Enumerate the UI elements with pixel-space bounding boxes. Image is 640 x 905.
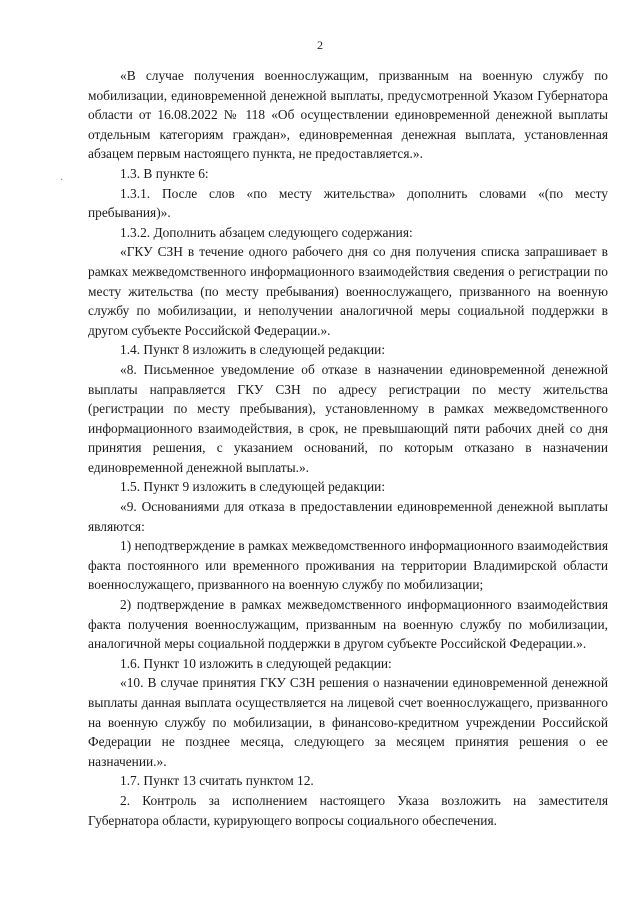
paragraph: «9. Основаниями для отказа в предоставлении единовременной денежной выплаты являются:: [88, 499, 608, 534]
paragraph: «ГКУ СЗН в течение одного рабочего дня со дня получения списка запрашивает в рамках межведомственного информационного взаимодействия сведения о регистрации по месту жительства (по месту пребывания) военнослужащего, призванного на военную службу по мобилизации, и неполучении аналогичной меры социальной поддержки в другом субъекте Российской Федерации.».: [88, 244, 608, 338]
paragraph: 1.3.2. Дополнить абзацем следующего содержания:: [120, 224, 413, 240]
document-body: [88, 66, 608, 830]
paragraph: 1.7. Пункт 13 считать пунктом 12.: [120, 773, 314, 789]
scan-mark: ·: [60, 175, 64, 186]
paragraph: 1.3. В пункте 6:: [120, 165, 209, 181]
paragraph: 2. Контроль за исполнением настоящего Указа возложить на заместителя Губернатора области, курирующего вопросы социального обеспечения.: [88, 792, 608, 828]
paragraph: «В случае получения военнослужащим, призванным на военную службу по мобилизации, единовременной денежной выплаты, предусмотренной Указом Губернатора области от 16.08.2022 № 118 «Об осуществлении единовременной денежной выплаты отдельным категориям граждан», единовременная денежная выплата, установленная абзацем первым настоящего пункта, не предоставляется.».: [88, 68, 608, 162]
paragraph: 1.3.1. После слов «по месту жительства» дополнить словами «(по месту пребывания)».: [88, 185, 608, 221]
page-number: 2: [317, 38, 323, 52]
paragraph: 1.5. Пункт 9 изложить в следующей редакции:: [120, 479, 386, 495]
paragraph: 1.4. Пункт 8 изложить в следующей редакции:: [120, 342, 386, 358]
paragraph: 1) неподтверждение в рамках межведомственного информационного взаимодействия факта постоянного или временного проживания на территории Владимирской области военнослужащего, призванного на военную службу по мобилизации;: [88, 538, 608, 593]
paragraph: «10. В случае принятия ГКУ СЗН решения о назначении единовременной денежной выплаты данная выплата осуществляется на лицевой счет военнослужащего, призванного на военную службу по мобилизации, в финансово-кредитном учреждении Российской Федерации не позднее месяца, следующего за месяцем принятия решения о ее назначении.».: [88, 675, 608, 769]
paragraph: 1.6. Пункт 10 изложить в следующей редакции:: [120, 655, 392, 671]
paragraph: 2) подтверждение в рамках межведомственного информационного взаимодействия факта получения военнослужащим, призванным на военную службу по мобилизации, аналогичной меры социальной поддержки в другом субъекте Российской Федерации.».: [88, 597, 608, 652]
paragraph: «8. Письменное уведомление об отказе в назначении единовременной денежной выплаты направляется ГКУ СЗН по адресу регистрации по месту жительства (регистрации по месту пребывания), установленному в рамках межведомственного информационного взаимодействия, в срок, не превышающий пяти рабочих дней со дня принятия решения, с указанием оснований, по которым отказано в назначении единовременной денежной выплаты.».: [88, 361, 608, 475]
